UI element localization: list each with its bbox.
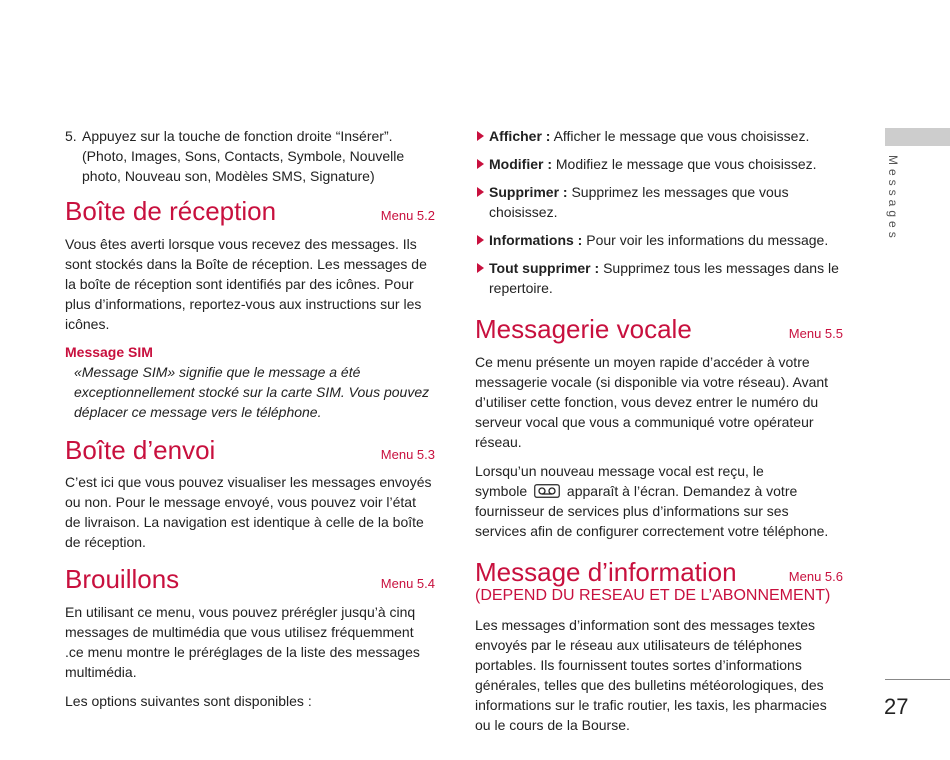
drafts-options-intro: Les options suivantes sont disponibles : [65, 693, 312, 709]
option-text: Modifiez le message que vous choisissez. [552, 156, 817, 172]
left-column [65, 126, 435, 711]
page-number: 27 [884, 694, 909, 719]
voicemail-title: Messagerie vocale [475, 314, 692, 344]
info-message-body: Les messages d’information sont des messages textes envoyés par le réseau aux utilisateurs de téléphones portables. Ils fournissent toutes sortes d’informations générales, telles que des bulletins météorologiques, des informations sur le trafic routier, les taxis, les pharmacies ou le cours de la Bourse. [475, 617, 827, 733]
sim-body: «Message SIM» signifie que le message a été exceptionnellement stocké sur la carte SIM. Vous pouvez déplacer ce message vers le téléphone. [74, 364, 430, 420]
step-line-1: Appuyez sur la touche de fonction droite “Insérer”. [82, 128, 393, 144]
option-text: Supprimez tous les messages dans le repertoire. [489, 260, 839, 296]
voicemail-symbol-line1: Lorsqu’un nouveau message vocal est reçu, le [475, 463, 764, 479]
option-supprimer [475, 182, 843, 222]
option-modifier [475, 154, 843, 174]
option-label: Informations : [489, 232, 583, 248]
info-message-menu-number: Menu 5.6 [788, 569, 843, 584]
outbox-title: Boîte d’envoi [65, 435, 216, 465]
right-column [475, 126, 843, 735]
arrow-icon [477, 159, 484, 169]
arrow-icon [477, 263, 484, 273]
outbox-menu-number: Menu 5.3 [380, 447, 435, 462]
option-afficher [475, 126, 843, 146]
sim-heading: Message SIM [65, 344, 153, 360]
step-line-2: (Photo, Images, Sons, Contacts, Symbole, Nouvelle [82, 148, 405, 164]
voicemail-body: Ce menu présente un moyen rapide d’accéder à votre messagerie vocale (si disponible via votre réseau). Avant d’utiliser cette fonction, vous devez entrer le numéro du serveur vocal que vous a communiqué votre opérateur réseau. [475, 354, 829, 450]
section-tab [885, 128, 950, 146]
outbox-body: C’est ici que vous pouvez visualiser les messages envoyés ou non. Pour le message envoyé, vous pouvez voir l’état de livraison. La navigation est identique à celle de la boîte de réception. [65, 474, 432, 550]
drafts-menu-number: Menu 5.4 [380, 576, 435, 591]
voicemail-heading [475, 314, 843, 344]
drafts-heading [65, 564, 435, 594]
info-message-title: Message d’information [475, 557, 737, 587]
voicemail-menu-number: Menu 5.5 [788, 326, 843, 341]
voicemail-symbol-prefix: symbole [475, 483, 528, 499]
step-5 [65, 126, 435, 186]
option-tout-supprimer [475, 258, 843, 298]
option-label: Tout supprimer : [489, 260, 600, 276]
info-message-heading [475, 557, 843, 587]
page-number-rule [885, 679, 950, 680]
info-message-subtitle: (DEPEND DU RESEAU ET DE L’ABONNEMENT) [475, 587, 831, 604]
voicemail-symbol-suffix: apparaît à l’écran. Demandez à votre fournisseur de services plus d’informations sur ses services afin de configurer correctement votre téléphone. [475, 483, 829, 539]
drafts-body: En utilisant ce menu, vous pouvez prérégler jusqu’à cinq messages de multimédia que vous utilisez fréquemment .ce menu montre le préréglages de la liste des messages multimédia. [65, 604, 420, 680]
side-section-label: Messages [886, 155, 900, 242]
voicemail-symbol-paragraph [475, 461, 843, 541]
option-text: Supprimez les messages que vous choisissez. [489, 184, 789, 220]
arrow-icon [477, 187, 484, 197]
option-label: Supprimer : [489, 184, 568, 200]
step-line-3: photo, Nouveau son, Modèles SMS, Signature) [82, 168, 375, 184]
step-number: 5. [65, 128, 77, 144]
option-label: Afficher : [489, 128, 551, 144]
inbox-title: Boîte de réception [65, 196, 277, 226]
inbox-heading [65, 196, 435, 226]
inbox-menu-number: Menu 5.2 [380, 208, 435, 223]
arrow-icon [477, 235, 484, 245]
option-text: Afficher le message que vous choisissez. [550, 128, 810, 144]
voicemail-icon [534, 484, 560, 498]
arrow-icon [477, 131, 484, 141]
option-text: Pour voir les informations du message. [582, 232, 829, 248]
drafts-title: Brouillons [65, 564, 180, 594]
inbox-body: Vous êtes averti lorsque vous recevez des messages. Ils sont stockés dans la Boîte de réception. Les messages de la boîte de réception sont identifiés par des icônes. Pour plus d’informations, reportez-vous aux instructions sur les icônes. [65, 236, 427, 332]
outbox-heading [65, 435, 435, 465]
option-informations [475, 230, 843, 250]
option-label: Modifier : [489, 156, 552, 172]
